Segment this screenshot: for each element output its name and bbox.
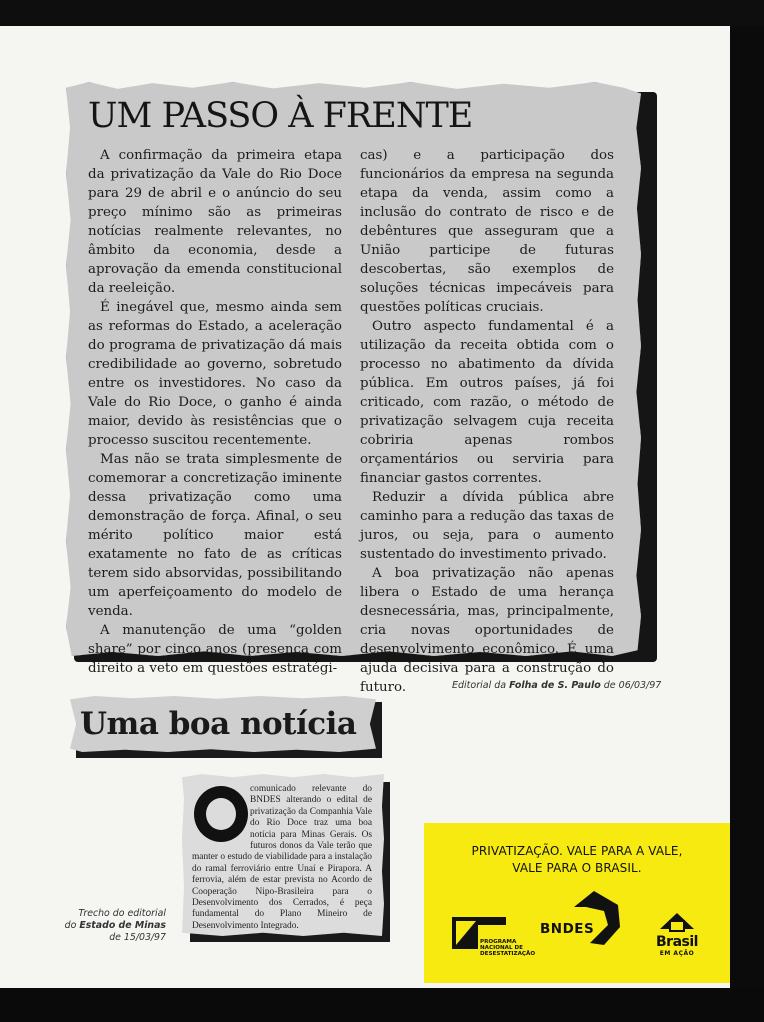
clipping-headline: Uma boa notícia <box>80 706 357 742</box>
article-column-left <box>88 146 342 678</box>
paragraph: É inegável que, mesmo ainda sem as reformas do Estado, a aceleração do programa de privatização dá mais credibilidade ao governo, sobretudo entre os investidores. No caso da Vale do Rio Doce, o ganho é ainda maior, devido às resistências que o processo suscitou recentemente. <box>88 300 342 448</box>
pnd-label-line: PROGRAMA <box>480 939 517 945</box>
paragraph: A manutenção de uma “golden share” por cinco anos (presença com direito a veto em questões estratégi- <box>88 623 342 676</box>
credit-date: de 06/03/97 <box>600 680 662 691</box>
pnd-label-line: DESESTATIZAÇÃO <box>480 951 536 957</box>
slogan-line: PRIVATIZAÇÃO. VALE PARA A VALE, <box>471 844 683 858</box>
clipping-credit <box>60 908 166 944</box>
clipping-credit <box>452 680 662 691</box>
page-bottom-edge <box>0 988 764 1022</box>
paragraph: A confirmação da primeira etapa da privatização da Vale do Rio Doce para 29 de abril e o anúncio do seu preço mínimo são as primeiras notícias realmente relevantes, no âmbito da economia, desde a aprovação da emenda constitucional da reeleição. <box>88 148 342 296</box>
credit-prefix: Editorial da <box>452 680 510 691</box>
credit-source: Estado de Minas <box>79 920 166 931</box>
credit-line <box>60 920 166 932</box>
credit-source: Folha de S. Paulo <box>509 680 601 691</box>
brasil-logo-text: Brasil <box>656 934 698 950</box>
paragraph: Reduzir a dívida pública abre caminho para a redução das taxas de juros, ou seja, para o aumento sustentado do investimento privado. <box>360 490 614 562</box>
slogan-line: VALE PARA O BRASIL. <box>512 861 642 875</box>
ad-slogan <box>424 843 730 877</box>
clipping-title: UM PASSO À FRENTE <box>88 96 473 136</box>
bndes-logo-text: BNDES <box>540 921 595 937</box>
paragraph: Outro aspecto fundamental é a utilização da receita obtida com o processo no abatimento da dívida pública. Em outros países, já foi criticado, com razão, o método de privatização selvagem cuja receita cobriria apenas rombos orçamentários ou serviria para financiar gastos correntes. <box>360 319 614 486</box>
clipping-body <box>192 784 372 932</box>
paragraph: cas) e a participação dos funcionários da empresa na segunda etapa da venda, assim como a inclusão do contrato de risco e de debêntures que asseguram que a União participe de futuras descobertas, são exemplos de soluções técnicas impecáveis para questões políticas cruciais. <box>360 148 614 315</box>
article-column-right <box>360 146 614 697</box>
paragraph: A boa privatização não apenas libera o Estado de uma herança desnecessária, mas, principalmente, cria novas oportunidades de desenvolvimento econômico. É uma ajuda decisiva para a construção do futuro. <box>360 566 614 695</box>
credit-date: de 15/03/97 <box>109 932 166 943</box>
credit-line: Trecho do editorial <box>78 908 166 919</box>
clipping-body-text: comunicado relevante do BNDES alterando o edital de privatização da Companhia Vale do Rio Doce traz uma boa notícia para Minas Gerais. Os futuros donos da Vale terão que manter o estudo de viabilidade para a instalação do ramal ferroviário entre Unaí e Pirapora. A ferrovia, além de estar prevista no Acordo de Cooperação Nipo-Brasileira para o Desenvolvimento dos Cerrados, é peça fundamental do Plano Mineiro de Desenvolvimento Integrado. <box>192 784 372 931</box>
credit-prefix: do <box>64 920 80 931</box>
page-edge-shadow <box>730 26 764 1022</box>
brasil-logo-subtext: EM AÇÃO <box>659 950 695 957</box>
advertisement-box <box>424 823 730 983</box>
pnd-label-line: NACIONAL DE <box>480 945 523 951</box>
bndes-logo-icon <box>564 885 634 955</box>
paragraph: Mas não se trata simplesmente de comemorar a concretização iminente dessa privatização como uma demonstração de força. Afinal, o seu mérito político maior está exatamente no fato de as críticas terem sido absorvidas, possibilitando um aperfeiçoamento do modelo de venda. <box>88 452 342 619</box>
pnd-label <box>480 939 535 957</box>
